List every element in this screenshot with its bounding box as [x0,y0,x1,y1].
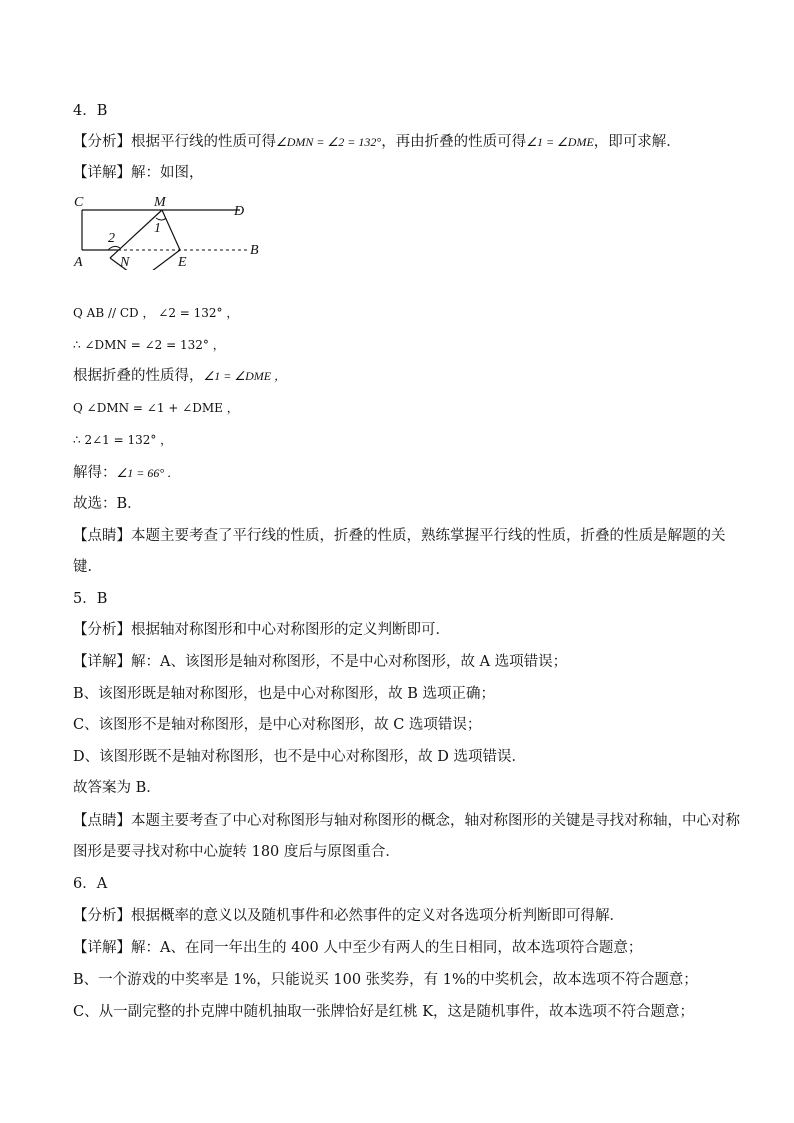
label-D: D [234,204,245,219]
q6-detail-b: B、一个游戏的中奖率是 1%，只能说买 100 张奖券，有 1%的中奖机会，故本选项不符合题意； [73,972,698,988]
step-6-formula: ∠1 = 66° ． [116,466,180,480]
detail-tag: 【详解】 [73,165,131,181]
geometry-svg [70,190,270,270]
label-A: A [74,255,83,270]
q5-detail-c: C、该图形不是轴对称图形，是中心对称图形，故 C 选项错误； [73,717,482,733]
step-6-text: 解得： [73,465,117,481]
q5-detail-a: 【详解】解：A、该图形是轴对称图形，不是中心对称图形，故 A 选项错误； [73,654,568,670]
q4-comment-line-2: 键． [73,559,102,575]
detail-intro-text: 解：如图， [131,165,204,181]
q4-step-1: Q AB // CD ， ∠2 = 132° ， [73,306,239,320]
q4-number: 4．B [73,103,108,119]
q4-analysis [73,132,734,152]
q4-step-3 [73,366,734,386]
q5-answer: 故答案为 B． [73,780,161,796]
q5-detail-b: B、该图形既是轴对称图形，也是中心对称图形，故 B 选项正确； [73,686,496,702]
analysis-text-a: 根据平行线的性质可得 [131,134,276,150]
label-N: N [120,255,130,270]
q4-comment-line-1 [73,526,734,546]
geometry-figure [70,190,270,270]
analysis-formula-2: ∠1 = ∠DME [526,135,594,149]
q4-step-5: ∴ 2∠1 = 132° ， [73,433,173,447]
analysis-formula-1: ∠DMN = ∠2 = 132° [276,135,382,149]
label-angle-1: 1 [154,221,161,236]
analysis-tag: 【分析】 [73,134,131,150]
q5-detail-d: D、该图形既不是轴对称图形，也不是中心对称图形，故 D 选项错误． [73,749,526,765]
angle-1-arc [156,218,166,220]
q6-detail-c: C、从一副完整的扑克牌中随机抽取一张牌恰好是红桃 K，这是随机事件，故本选项不符合题意； [73,1004,695,1020]
segment-E-fold [140,250,180,270]
q5-comment-line-1: 【点睛】本题主要考查了中心对称图形与轴对称图形的概念，轴对称图形的关键是寻找对称轴，中心对称 [73,813,740,829]
q4-choice: 故选：B． [73,496,142,512]
label-angle-2: 2 [108,231,115,246]
label-E: E [178,255,187,270]
label-M: M [154,195,166,210]
step-3-formula: ∠1 = ∠DME ， [203,369,287,383]
q4-detail-intro [73,163,734,183]
q4-step-2: ∴ ∠DMN = ∠2 = 132° ， [73,338,225,352]
q6-analysis: 【分析】根据概率的意义以及随机事件和必然事件的定义对各选项分析判断即可得解． [73,908,624,924]
q5-number: 5．B [73,591,108,607]
q6-detail-a: 【详解】解：A、在同一年出生的 400 人中至少有两人的生日相同，故本选项符合题意； [73,940,643,956]
segment-ME [162,210,180,250]
q5-analysis: 【分析】根据轴对称图形和中心对称图形的定义判断即可． [73,622,450,638]
q4-step-4: Q ∠DMN = ∠1 + ∠DME ， [73,401,239,415]
q4-step-6 [73,463,734,483]
label-B: B [250,243,259,258]
q6-number: 6．A [73,876,108,892]
step-3-text: 根据折叠的性质得， [73,368,204,384]
analysis-text-b: ，再由折叠的性质可得 [381,134,527,150]
comment-text: 本题主要考查了平行线的性质，折叠的性质，熟练掌握平行线的性质，折叠的性质是解题的关 [131,528,726,544]
analysis-text-c: ，即可求解． [593,134,681,150]
q5-comment-line-2: 图形是要寻找对称中心旋转 180 度后与原图重合． [73,844,400,860]
label-C: C [74,195,84,210]
comment-tag: 【点睛】 [73,528,131,544]
